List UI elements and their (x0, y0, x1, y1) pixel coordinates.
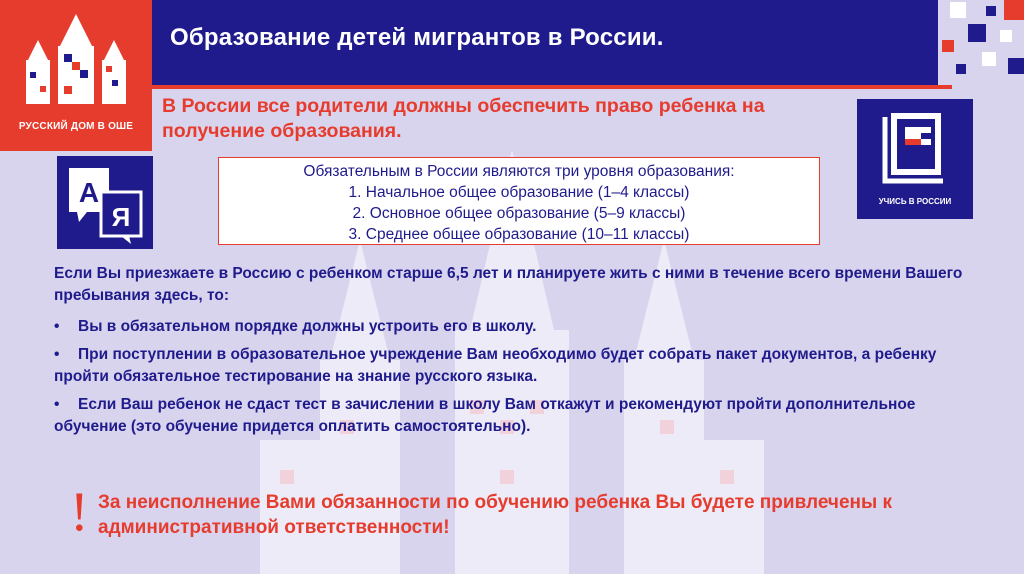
lead-statement: В России все родители должны обеспечить право ребенка на получение образования. (162, 95, 765, 142)
bullet-marker: • (54, 318, 60, 335)
level-item: 3. Среднее общее образование (10–11 классы) (348, 226, 690, 243)
bullet-text: При поступлении в образовательное учреждение Вам необходимо будет собрать пакет документов, а ребенку пройти обязательное тестирование на знание русского языка. (54, 346, 937, 385)
bullet-marker: • (54, 346, 60, 363)
bullet-text: Если Ваш ребенок не сдаст тест в зачислении в школу Вам откажут и рекомендуют пройти дополнительное обучение (это обучение придется оплатить самостоятельно). (54, 396, 916, 435)
bullet-item (54, 316, 974, 338)
study-in-russia-badge (857, 99, 973, 219)
logo-caption: РУССКИЙ ДОМ В ОШЕ (18, 121, 134, 132)
bullet-marker: • (54, 396, 60, 413)
book-icon (857, 99, 973, 199)
education-levels-box (218, 157, 820, 245)
study-in-russia-label: УЧИСЬ В РОССИИ (878, 197, 952, 206)
main-text (54, 263, 974, 444)
intro-paragraph: Если Вы приезжаете в Россию с ребенком старше 6,5 лет и планируете жить с ними в течение всего времени Вашего пребывания здесь, то: (54, 265, 963, 304)
translate-icon (57, 156, 153, 249)
bullet-text: Вы в обязательном порядке должны устроить его в школу. (78, 318, 537, 335)
russian-house-logo (0, 0, 152, 151)
bullet-item (54, 394, 974, 438)
level-item: 1. Начальное общее образование (1–4 классы) (348, 184, 690, 201)
warning-text: За неисполнение Вами обязанности по обучению ребенка Вы будете привлечены к административной ответственности! (98, 492, 893, 538)
level-item: 2. Основное общее образование (5–9 классы) (352, 205, 686, 222)
letter-ya: Я (111, 202, 131, 232)
bullet-item (54, 344, 974, 388)
letter-a: А (78, 177, 100, 208)
page-title: Образование детей мигрантов в России. (170, 24, 664, 51)
header-bar (152, 0, 952, 89)
exclamation-icon: ! (70, 481, 89, 543)
decorative-squares (938, 0, 1024, 85)
levels-title: Обязательным в России являются три уровня образования: (303, 163, 735, 180)
